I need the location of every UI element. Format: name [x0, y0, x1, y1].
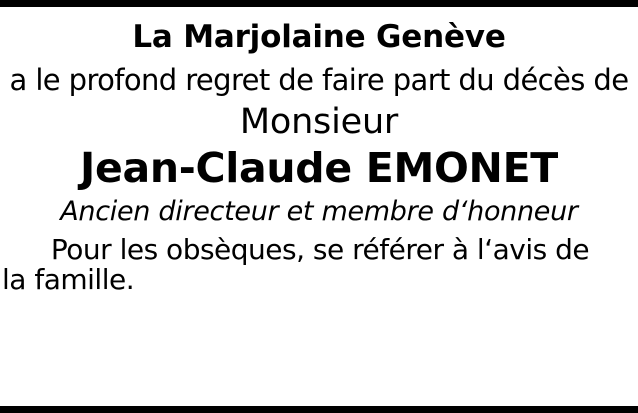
funeral-info-line-1: Pour les obsèques, se référer à l‘avis de	[50, 233, 590, 267]
honorific-title: Monsieur	[239, 101, 399, 142]
organization-name: La Marjolaine Genève	[132, 19, 506, 55]
announcement-text: a le profond regret de faire part du décès de	[9, 62, 629, 97]
funeral-info	[0, 235, 638, 294]
deceased-name: Jean-Claude EMONET	[80, 143, 558, 192]
funeral-info-line-2: la famille.	[2, 262, 135, 296]
deceased-role: Ancien directeur et membre d‘honneur	[60, 195, 578, 227]
